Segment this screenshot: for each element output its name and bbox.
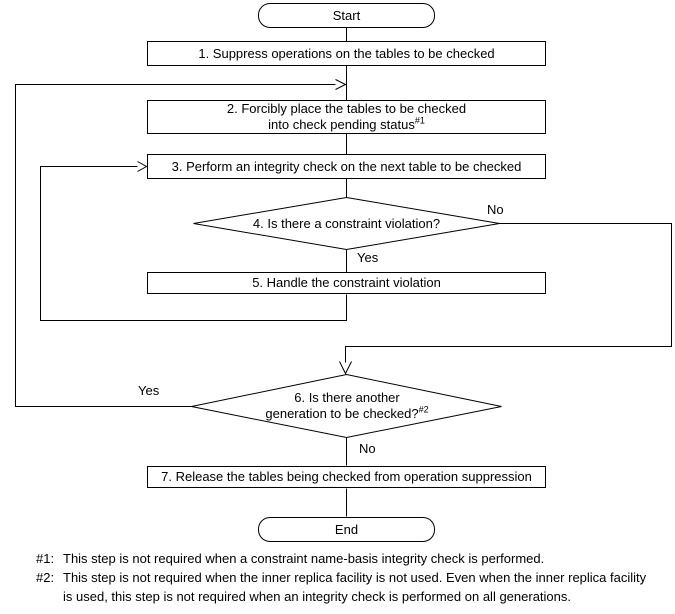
footnote-1 — [36, 549, 652, 568]
step1-label: 1. Suppress operations on the tables to be checked — [198, 45, 495, 61]
footnote-2 — [36, 568, 652, 606]
step5-label: 5. Handle the constraint violation — [252, 275, 441, 290]
decision6-yes-branch-label: Yes — [138, 383, 160, 398]
step7-node — [147, 466, 546, 488]
decision4-yes-branch-label: Yes — [357, 250, 379, 265]
step2-node — [147, 100, 546, 134]
step3-node — [147, 154, 546, 179]
decision6-label-line2-text: generation to be checked? — [265, 406, 419, 421]
start-node — [258, 3, 435, 28]
decision4-no-branch-label: No — [487, 202, 504, 217]
step5-node — [147, 272, 546, 294]
step2-label-line2 — [268, 117, 425, 133]
arrowhead-into-step2-line — [336, 80, 346, 90]
step1-node — [147, 41, 546, 66]
decision4-diamond-shape — [194, 198, 500, 250]
footnote-2-text: This step is not required when the inner replica facility is not used. Even when the inner replica facility is used, this step is not required when an integrity check is performed on all generations. — [63, 570, 647, 604]
arrowhead-into-decision6 — [340, 362, 352, 374]
step3-label: 3. Perform an integrity check on the next table to be checked — [171, 158, 522, 174]
connector-step5-loop-step3 — [41, 167, 347, 321]
decision6-label-line1: 6. Is there another — [294, 390, 400, 405]
decision6-diamond-shape — [192, 375, 502, 438]
decision6-no-branch-label: No — [359, 441, 376, 456]
footnote-1-marker: #1: — [36, 551, 55, 566]
end-node — [258, 517, 435, 542]
start-label: Start — [332, 7, 361, 23]
arrowhead-into-step3 — [138, 162, 147, 172]
step2-footnote-ref: #1 — [414, 115, 425, 126]
step2-label-line1: 2. Forcibly place the tables to be checked — [226, 101, 467, 116]
decision6-footnote-ref: #2 — [418, 404, 429, 415]
footnote-1-text: This step is not required when a constraint name-basis integrity check is performed. — [63, 551, 545, 566]
step7-label: 7. Release the tables being checked from operation suppression — [161, 469, 532, 484]
decision4-label-text: 4. Is there a constraint violation? — [252, 215, 441, 231]
footnote-2-marker: #2: — [36, 570, 55, 585]
end-label: End — [334, 521, 359, 537]
step2-label-line2-text: into check pending status — [268, 117, 415, 132]
footnotes — [36, 549, 652, 606]
